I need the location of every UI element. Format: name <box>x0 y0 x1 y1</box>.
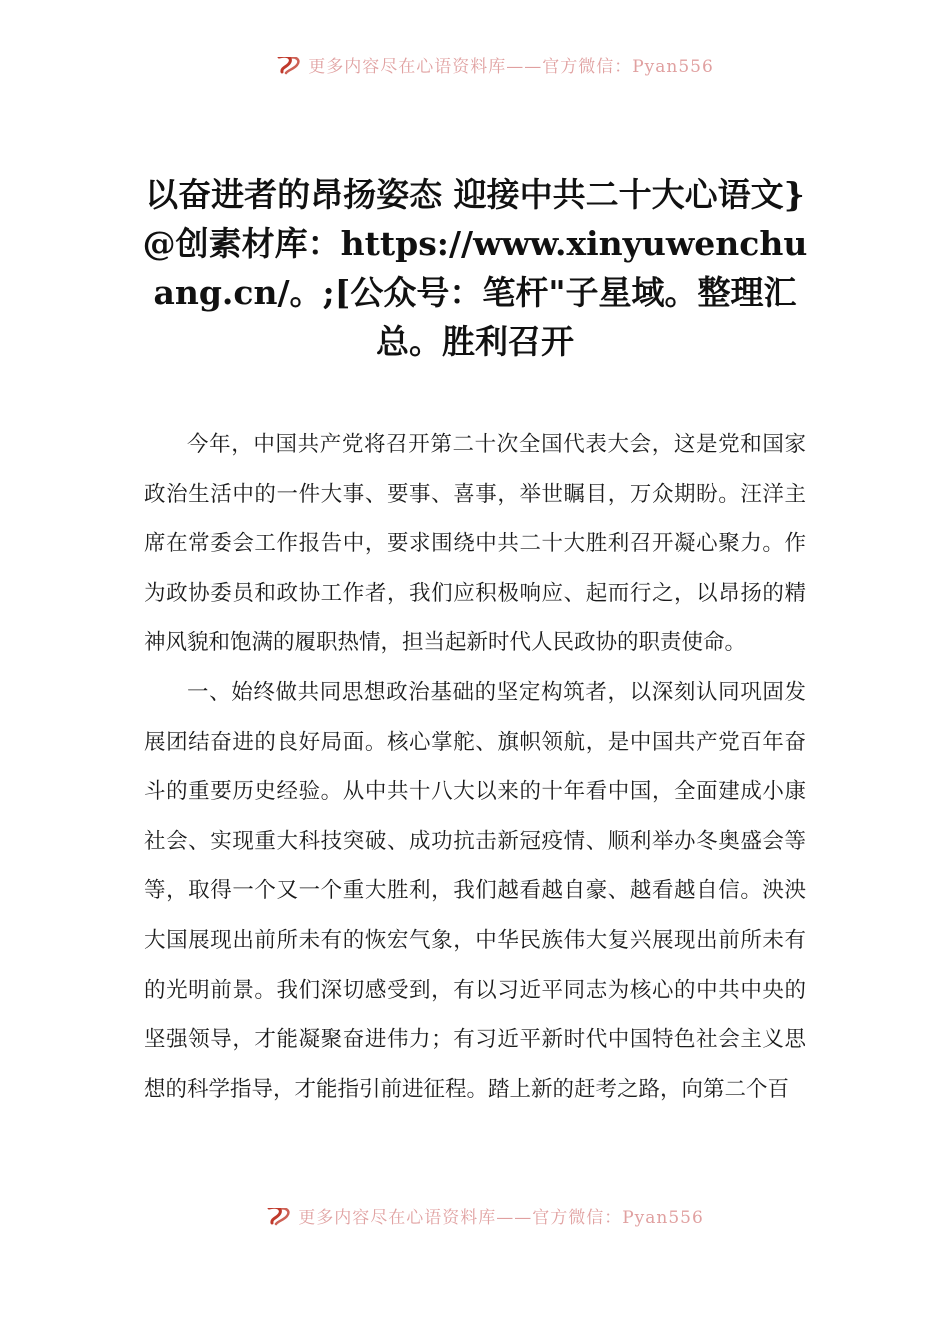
watermark-logo-icon <box>276 57 302 75</box>
footer-watermark <box>0 1208 950 1234</box>
paragraph-2: 一、始终做共同思想政治基础的坚定构筑者，以深刻认同巩固发展团结奋进的良好局面。核心掌舵、旗帜领航，是中国共产党百年奋斗的重要历史经验。从中共十八大以来的十年看中国，全面建成小康社会、实现重大科技突破、成功抗击新冠疫情、顺利举办冬奥盛会等等，取得一个又一个重大胜利，我们越看越自豪、越看越自信。泱泱大国展现出前所未有的恢宏气象，中华民族伟大复兴展现出前所未有的光明前景。我们深切感受到，有以习近平同志为核心的中共中央的坚强领导，才能凝聚奋进伟力；有习近平新时代中国特色社会主义思想的科学指导，才能指引前进征程。踏上新的赶考之路，向第二个百 <box>144 679 806 1102</box>
document-title: 以奋进者的昂扬姿态 迎接中共二十大心语文}@创素材库：https://www.xinyuwenchuang.cn/。;[公众号：笔杆"子星域。整理汇总。胜利召开 <box>142 175 808 361</box>
paragraph-1: 今年，中国共产党将召开第二十次全国代表大会，这是党和国家政治生活中的一件大事、要事、喜事，举世瞩目，万众期盼。汪洋主席在常委会工作报告中，要求围绕中共二十大胜利召开凝心聚力。作为政协委员和政协工作者，我们应积极响应、起而行之，以昂扬的精神风貌和饱满的履职热情，担当起新时代人民政协的职责使命。 <box>144 432 806 656</box>
header-watermark <box>0 57 950 83</box>
watermark-text: 更多内容尽在心语资料库——官方微信：Pyan556 <box>308 57 714 77</box>
document-body <box>144 420 806 1114</box>
watermark-logo-icon <box>266 1208 292 1226</box>
watermark-text: 更多内容尽在心语资料库——官方微信：Pyan556 <box>298 1208 704 1228</box>
